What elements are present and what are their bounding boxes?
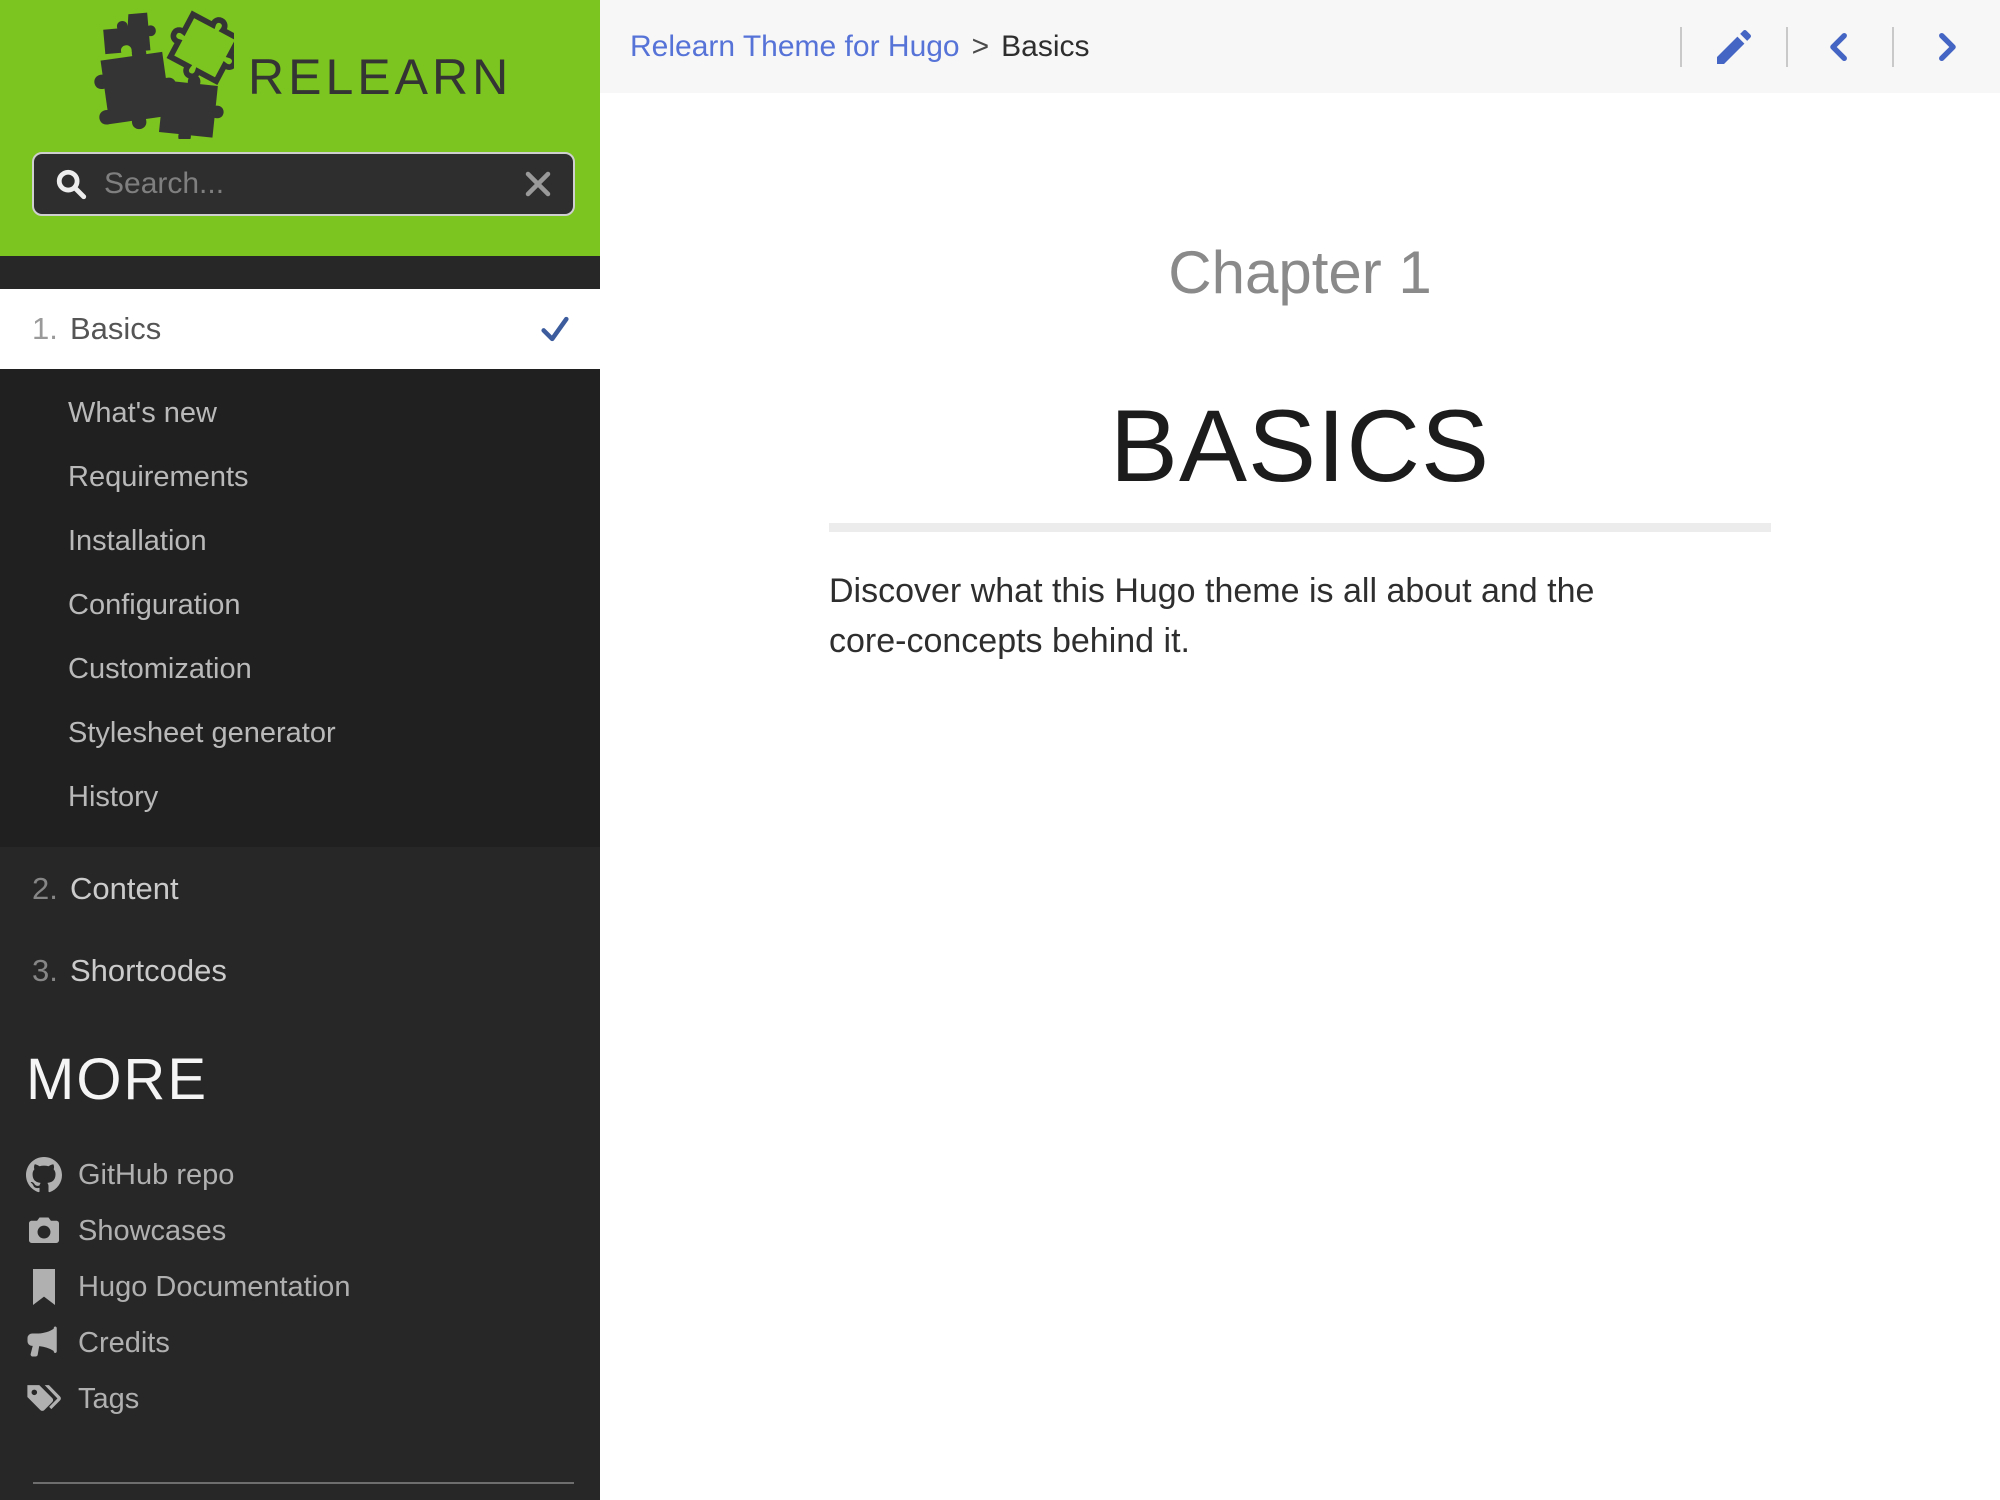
basics-submenu xyxy=(0,369,600,847)
next-page-button[interactable] xyxy=(1928,29,1964,65)
sidebar-footer-divider xyxy=(33,1482,574,1484)
header-gap xyxy=(0,256,600,289)
section-label: Basics xyxy=(70,311,162,346)
section-number: 3. xyxy=(32,953,58,988)
edit-page-button[interactable] xyxy=(1716,29,1752,65)
separator xyxy=(1786,27,1788,67)
sidebar-item-content[interactable] xyxy=(0,857,600,921)
chevron-right-icon xyxy=(1929,30,1963,64)
main-area xyxy=(600,0,2000,1500)
edit-pencil-icon xyxy=(1717,30,1751,64)
brand-name: RELEARN xyxy=(248,49,513,105)
link-label: GitHub repo xyxy=(78,1158,235,1191)
brand-logo[interactable] xyxy=(84,6,512,140)
link-label: Tags xyxy=(78,1382,140,1415)
description-line: core-concepts behind it. xyxy=(829,622,1190,660)
separator xyxy=(1892,27,1894,67)
sidebar-nav xyxy=(0,256,600,1427)
bookmark-icon xyxy=(26,1269,62,1305)
sidebar-item-installation[interactable]: Installation xyxy=(68,525,207,557)
more-links xyxy=(0,1147,600,1427)
bullhorn-icon xyxy=(26,1325,62,1361)
prev-page-button[interactable] xyxy=(1822,29,1858,65)
sidebar-item-history[interactable]: History xyxy=(68,781,159,813)
search-input[interactable] xyxy=(102,166,513,202)
link-label: Showcases xyxy=(78,1214,227,1247)
sidebar-item-basics[interactable] xyxy=(0,289,600,369)
sidebar xyxy=(0,0,600,1500)
tags-icon xyxy=(26,1381,62,1417)
search-box[interactable] xyxy=(32,152,575,216)
link-label: Credits xyxy=(78,1326,170,1359)
chevron-left-icon xyxy=(1823,30,1857,64)
link-showcases[interactable] xyxy=(0,1203,600,1259)
chapter-description xyxy=(829,566,1771,666)
topbar-actions xyxy=(1680,27,1964,67)
link-github-repo[interactable] xyxy=(0,1147,600,1203)
description-line: Discover what this Hugo theme is all about and the xyxy=(829,572,1595,610)
sidebar-item-whats-new[interactable]: What's new xyxy=(68,397,217,429)
chapter-kicker: Chapter 1 xyxy=(1168,239,1432,306)
magnifier-icon xyxy=(54,167,88,201)
puzzle-icon xyxy=(84,7,234,139)
link-label: Hugo Documentation xyxy=(78,1270,351,1303)
page-content xyxy=(600,93,2000,1500)
title-divider xyxy=(829,523,1771,532)
check-icon xyxy=(538,312,572,346)
topbar xyxy=(600,0,2000,93)
clear-x-icon[interactable] xyxy=(523,169,553,199)
page-title: BASICS xyxy=(1109,389,1491,503)
more-heading: MORE xyxy=(26,1047,208,1112)
link-hugo-documentation[interactable] xyxy=(0,1259,600,1315)
section-label: Content xyxy=(70,871,179,906)
breadcrumb xyxy=(630,30,1090,64)
breadcrumb-current: Basics xyxy=(1001,29,1090,63)
sidebar-item-configuration[interactable]: Configuration xyxy=(68,589,241,621)
camera-icon xyxy=(26,1213,62,1249)
sidebar-item-stylesheet-generator[interactable]: Stylesheet generator xyxy=(68,717,336,749)
link-credits[interactable] xyxy=(0,1315,600,1371)
section-number: 1. xyxy=(32,311,58,346)
section-label: Shortcodes xyxy=(70,953,227,988)
sidebar-item-requirements[interactable]: Requirements xyxy=(68,461,249,493)
separator xyxy=(1680,27,1682,67)
github-icon xyxy=(26,1157,62,1193)
breadcrumb-separator: > xyxy=(971,29,990,63)
sidebar-item-customization[interactable]: Customization xyxy=(68,653,252,685)
sidebar-item-shortcodes[interactable] xyxy=(0,939,600,1003)
link-tags[interactable] xyxy=(0,1371,600,1427)
sidebar-header xyxy=(0,0,600,256)
breadcrumb-root-link[interactable]: Relearn Theme for Hugo xyxy=(630,29,960,63)
section-number: 2. xyxy=(32,871,58,906)
